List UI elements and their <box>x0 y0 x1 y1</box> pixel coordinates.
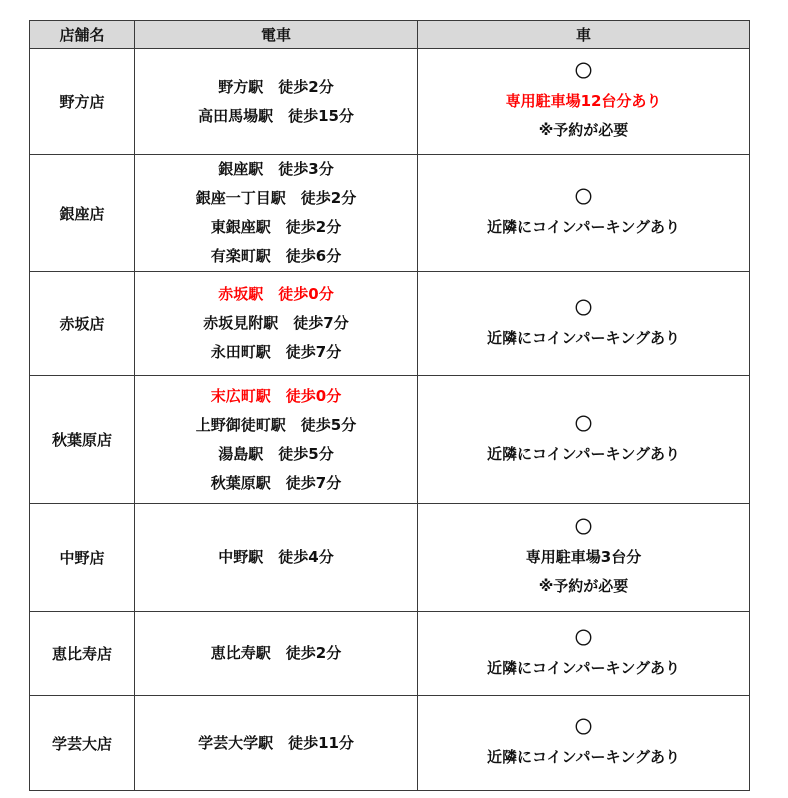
store-name-cell: 恵比寿店 <box>30 612 135 696</box>
car-access-line: 近隣にコインパーキングあり <box>486 658 681 677</box>
header-car: 車 <box>418 21 750 49</box>
store-name-cell: 赤坂店 <box>30 272 135 376</box>
train-access-line: 末広町駅 徒歩0分 <box>210 386 342 405</box>
store-name-cell: 野方店 <box>30 49 135 155</box>
store-name-cell: 中野店 <box>30 504 135 612</box>
availability-mark: 〇 <box>575 62 592 82</box>
store-name-cell: 学芸大店 <box>30 696 135 791</box>
store-access-table <box>29 20 750 791</box>
availability-mark: 〇 <box>575 414 592 435</box>
train-access-line: 上野御徒町駅 徒歩5分 <box>195 415 357 434</box>
table-row <box>30 49 750 155</box>
car-access-line: 近隣にコインパーキングあり <box>486 218 681 236</box>
train-access-cell <box>135 155 418 272</box>
car-access-line: 専用駐車場12台分あり <box>505 92 662 110</box>
car-access-line: ※予約が必要 <box>538 577 629 595</box>
car-access-cell <box>418 49 750 155</box>
availability-mark: 〇 <box>575 718 592 738</box>
availability-mark: 〇 <box>575 628 592 649</box>
header-store: 店舗名 <box>30 21 135 49</box>
train-access-line: 銀座駅 徒歩3分 <box>218 160 334 178</box>
header-train: 電車 <box>135 21 418 49</box>
train-access-cell <box>135 49 418 155</box>
store-name-cell: 秋葉原店 <box>30 376 135 504</box>
car-access-line: 近隣にコインパーキングあり <box>486 748 681 766</box>
train-access-cell <box>135 696 418 791</box>
car-access-line: 専用駐車場3台分 <box>525 548 642 566</box>
table-body <box>30 49 750 791</box>
table-row <box>30 504 750 612</box>
train-access-line: 恵比寿駅 徒歩2分 <box>210 644 342 662</box>
train-access-line: 高田馬場駅 徒歩15分 <box>198 106 354 125</box>
car-access-cell <box>418 272 750 376</box>
train-access-cell <box>135 612 418 696</box>
train-access-line: 秋葉原駅 徒歩7分 <box>210 473 342 492</box>
train-access-line: 有楽町駅 徒歩6分 <box>210 247 342 265</box>
car-access-cell <box>418 696 750 791</box>
header-row <box>30 21 750 49</box>
car-access-cell <box>418 376 750 504</box>
car-access-line: ※予約が必要 <box>538 121 629 139</box>
availability-mark: 〇 <box>575 298 592 319</box>
train-access-cell <box>135 272 418 376</box>
train-access-line: 湯島駅 徒歩5分 <box>218 444 334 463</box>
availability-mark: 〇 <box>575 188 592 208</box>
store-name-cell: 銀座店 <box>30 155 135 272</box>
train-access-line: 赤坂駅 徒歩0分 <box>218 285 334 303</box>
train-access-line: 赤坂見附駅 徒歩7分 <box>203 314 349 332</box>
car-access-line: 近隣にコインパーキングあり <box>486 328 681 347</box>
table-row <box>30 612 750 696</box>
train-access-line: 永田町駅 徒歩7分 <box>210 343 342 361</box>
availability-mark: 〇 <box>575 518 592 538</box>
train-access-line: 中野駅 徒歩4分 <box>218 548 334 566</box>
train-access-line: 東銀座駅 徒歩2分 <box>210 218 342 236</box>
table-row <box>30 376 750 504</box>
car-access-cell <box>418 612 750 696</box>
train-access-line: 野方駅 徒歩2分 <box>218 77 334 96</box>
table-row <box>30 155 750 272</box>
table-row <box>30 272 750 376</box>
train-access-line: 学芸大学駅 徒歩11分 <box>198 733 354 752</box>
train-access-cell <box>135 504 418 612</box>
train-access-line: 銀座一丁目駅 徒歩2分 <box>195 189 357 207</box>
car-access-line: 近隣にコインパーキングあり <box>486 444 681 463</box>
train-access-cell <box>135 376 418 504</box>
car-access-cell <box>418 155 750 272</box>
car-access-cell <box>418 504 750 612</box>
table-row <box>30 696 750 791</box>
